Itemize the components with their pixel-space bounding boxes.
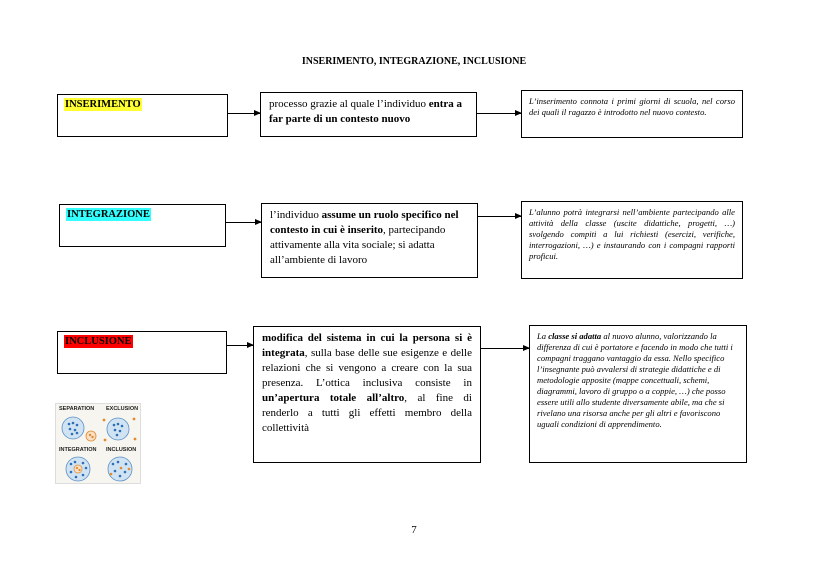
label-box-inclusione [57,331,227,374]
caption-inclusion: INCLUSION [106,447,137,453]
arrow-inserimento-to-note [477,113,521,114]
arrow-inserimento-to-definition [228,113,260,114]
page-number: 7 [411,524,417,536]
label-integrazione: INTEGRAZIONE [67,209,150,220]
definition-integrazione [261,203,478,278]
note-integrazione: L’alunno potrà integrarsi nell’ambiente partecipando alle attività della classe (uscite didattiche, progetti, …) svolgendo compiti a lui richiesti (esercizi, verifiche, interrogazioni, …) e instaurando con i compagni rapporti proficui. [521,201,743,279]
definition-integrazione-text-2: , partecipando attivamente alla vita sociale; si adatta all’ambiente di lavoro [270,224,446,266]
separation-diagram [58,414,98,444]
inclusion-diagram [100,454,140,484]
inclusion-infographic [55,403,141,484]
definition-inserimento [260,92,477,137]
definition-integrazione-bold: assume un ruolo specifico nel contesto in cui è inserito [270,209,459,236]
definition-integrazione-text-1: l’individuo [270,209,322,221]
arrow-inclusione-to-note [481,348,529,349]
arrow-inclusione-to-definition [227,345,253,346]
label-box-integrazione [59,204,226,247]
page-title: INSERIMENTO, INTEGRAZIONE, INCLUSIONE [301,56,527,67]
arrow-integrazione-to-definition [226,222,261,223]
definition-inclusione-bold-2: un’apertura totale all’altro [262,392,405,404]
note-inserimento: L’inserimento connota i primi giorni di scuola, nel corso dei quali il ragazzo è introdotto nel nuovo contesto. [521,90,743,138]
label-inclusione: INCLUSIONE [65,336,132,347]
label-box-inserimento [57,94,228,137]
note-inclusione-text-2: al nuovo alunno, valorizzando la differenza di cui è portatore e facendo in modo che tutti i compagni traggano vantaggio da essa. Nello specifico l’insegnante può avvalersi di strategie didattiche e di metodologie apposite (mappe concettuali, schemi, diagrammi, lavoro di gruppo o a coppie, …) che posso essere utili allo studente diversamente abile, ma che si rivelano una risorsa anche per gli altri e favoriscono uguali condizioni di apprendimento. [537,331,733,429]
note-inclusione [529,325,747,463]
definition-inclusione-text-1: , sulla base delle sue esigenze e delle relazioni che si vengono a creare con la sua presenza. L’ottica inclusiva consiste in [262,347,472,389]
definition-inserimento-text: processo grazie al quale l’individuo [269,98,429,110]
integration-diagram [58,454,98,484]
label-inserimento: INSERIMENTO [65,99,141,110]
caption-integration: INTEGRATION [59,447,97,453]
exclusion-diagram [100,414,140,444]
definition-inserimento-bold: entra a far parte di un contesto nuovo [269,98,463,125]
caption-separation: SEPARATION [59,406,95,412]
arrow-integrazione-to-note [478,216,521,217]
caption-exclusion: EXCLUSION [106,406,139,412]
definition-inclusione-bold-1: modifica del sistema in cui la persona si è integrata [262,332,472,359]
definition-inclusione [253,326,481,463]
note-inclusione-bold: classe si adatta [548,331,602,341]
note-inclusione-text-1: La [537,331,549,341]
definition-inclusione-text-2: , al fine di renderlo a tutti gli effetti membro della collettività [262,392,472,434]
